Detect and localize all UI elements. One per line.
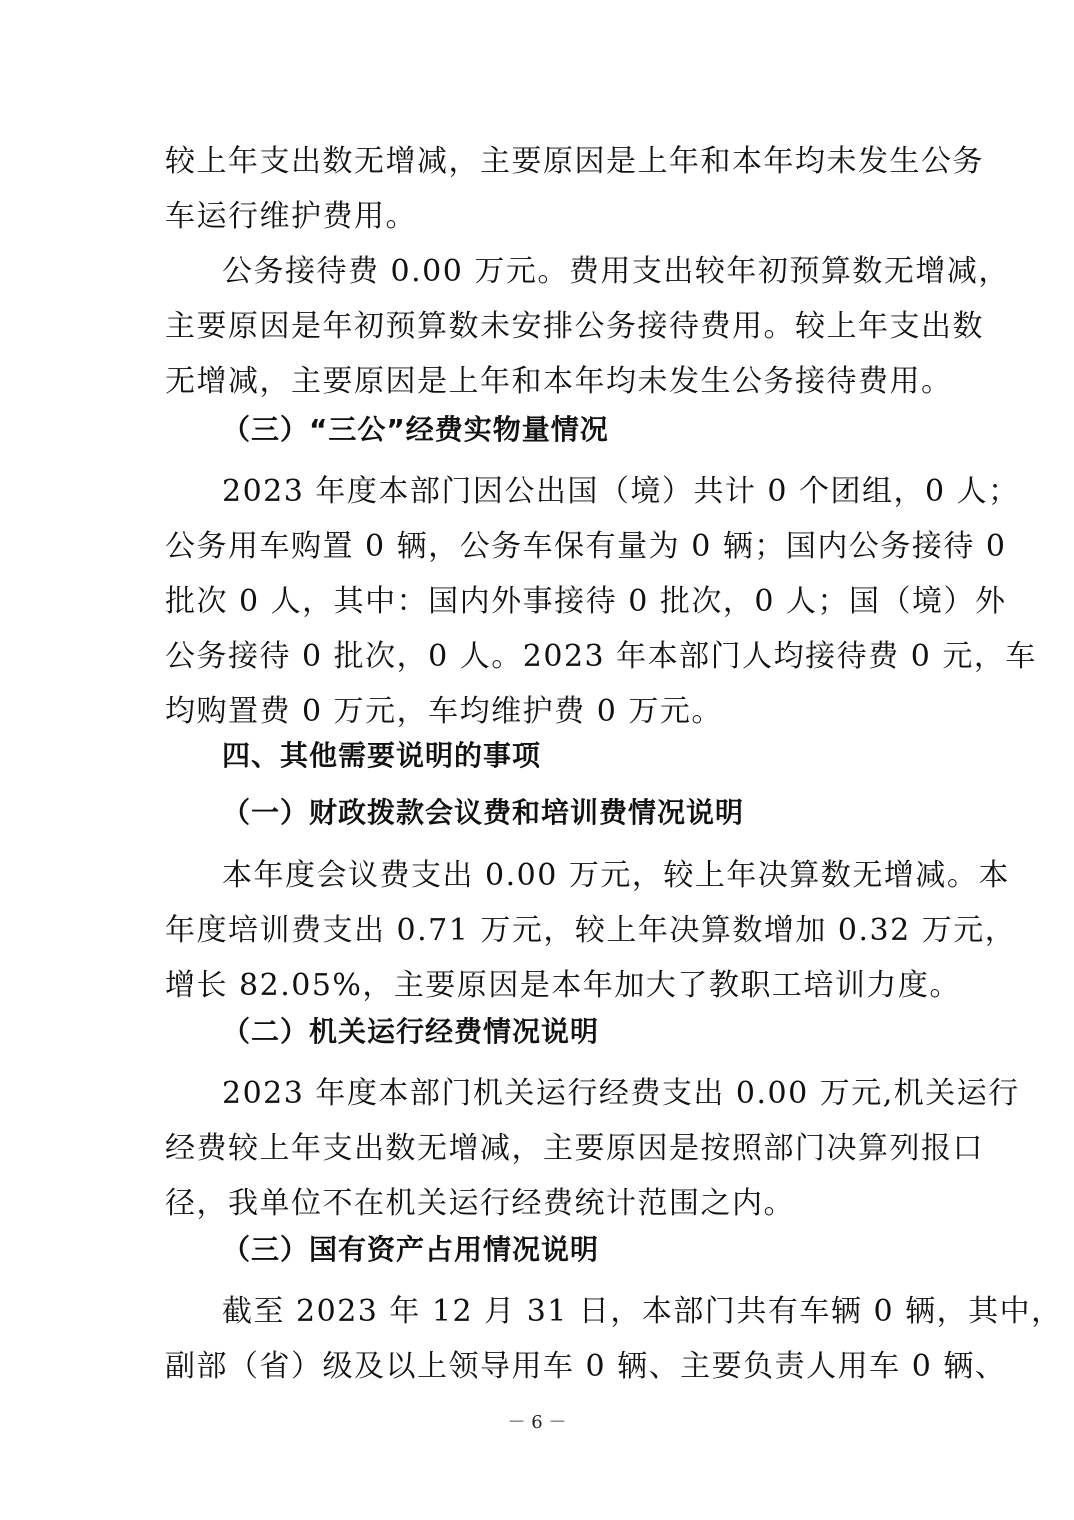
body-text-line: 主要原因是年初预算数未安排公务接待费用。较上年支出数: [165, 309, 984, 344]
body-text-line: 2023 年度本部门机关运行经费支出 0.00 万元,机关运行: [222, 1076, 1020, 1111]
body-text-line: 较上年支出数无增减，主要原因是上年和本年均未发生公务: [165, 144, 984, 179]
page-number: － 6 －: [507, 1412, 567, 1433]
body-text-line: 公务接待 0 批次，0 人。2023 年本部门人均接待费 0 元，车: [165, 639, 1037, 674]
body-text-line: 本年度会议费支出 0.00 万元，较上年决算数无增减。本: [222, 858, 1010, 893]
body-text-line: 副部（省）级及以上领导用车 0 辆、主要负责人用车 0 辆、: [165, 1349, 1007, 1384]
body-text-line: 年度培训费支出 0.71 万元，较上年决算数增加 0.32 万元，: [165, 913, 1017, 948]
section-heading: （二）机关运行经费情况说明: [222, 1015, 600, 1048]
body-text-line: 2023 年度本部门因公出国（境）共计 0 个团组，0 人；: [222, 474, 1020, 509]
section-heading: （三）国有资产占用情况说明: [222, 1233, 600, 1266]
body-text-line: 公务接待费 0.00 万元。费用支出较年初预算数无增减，: [222, 254, 1010, 289]
section-heading: （三）“三公”经费实物量情况: [222, 413, 609, 446]
body-text-line: 经费较上年支出数无增减，主要原因是按照部门决算列报口: [165, 1131, 984, 1166]
body-text-line: 增长 82.05%，主要原因是本年加大了教职工培训力度。: [165, 968, 961, 1003]
section-heading: 四、其他需要说明的事项: [222, 739, 542, 772]
body-text-line: 径，我单位不在机关运行经费统计范围之内。: [165, 1186, 795, 1221]
body-text-line: 公务用车购置 0 辆，公务车保有量为 0 辆；国内公务接待 0: [165, 529, 1007, 564]
section-heading: （一）财政拨款会议费和培训费情况说明: [222, 796, 745, 829]
body-text-line: 无增减，主要原因是上年和本年均未发生公务接待费用。: [165, 364, 953, 399]
body-text-line: 车运行维护费用。: [165, 199, 417, 234]
body-text-line: 截至 2023 年 12 月 31 日，本部门共有车辆 0 辆，其中，: [222, 1294, 1063, 1329]
body-text-line: 批次 0 人，其中：国内外事接待 0 批次，0 人；国（境）外: [165, 584, 1007, 619]
body-text-line: 均购置费 0 万元，车均维护费 0 万元。: [165, 694, 723, 729]
